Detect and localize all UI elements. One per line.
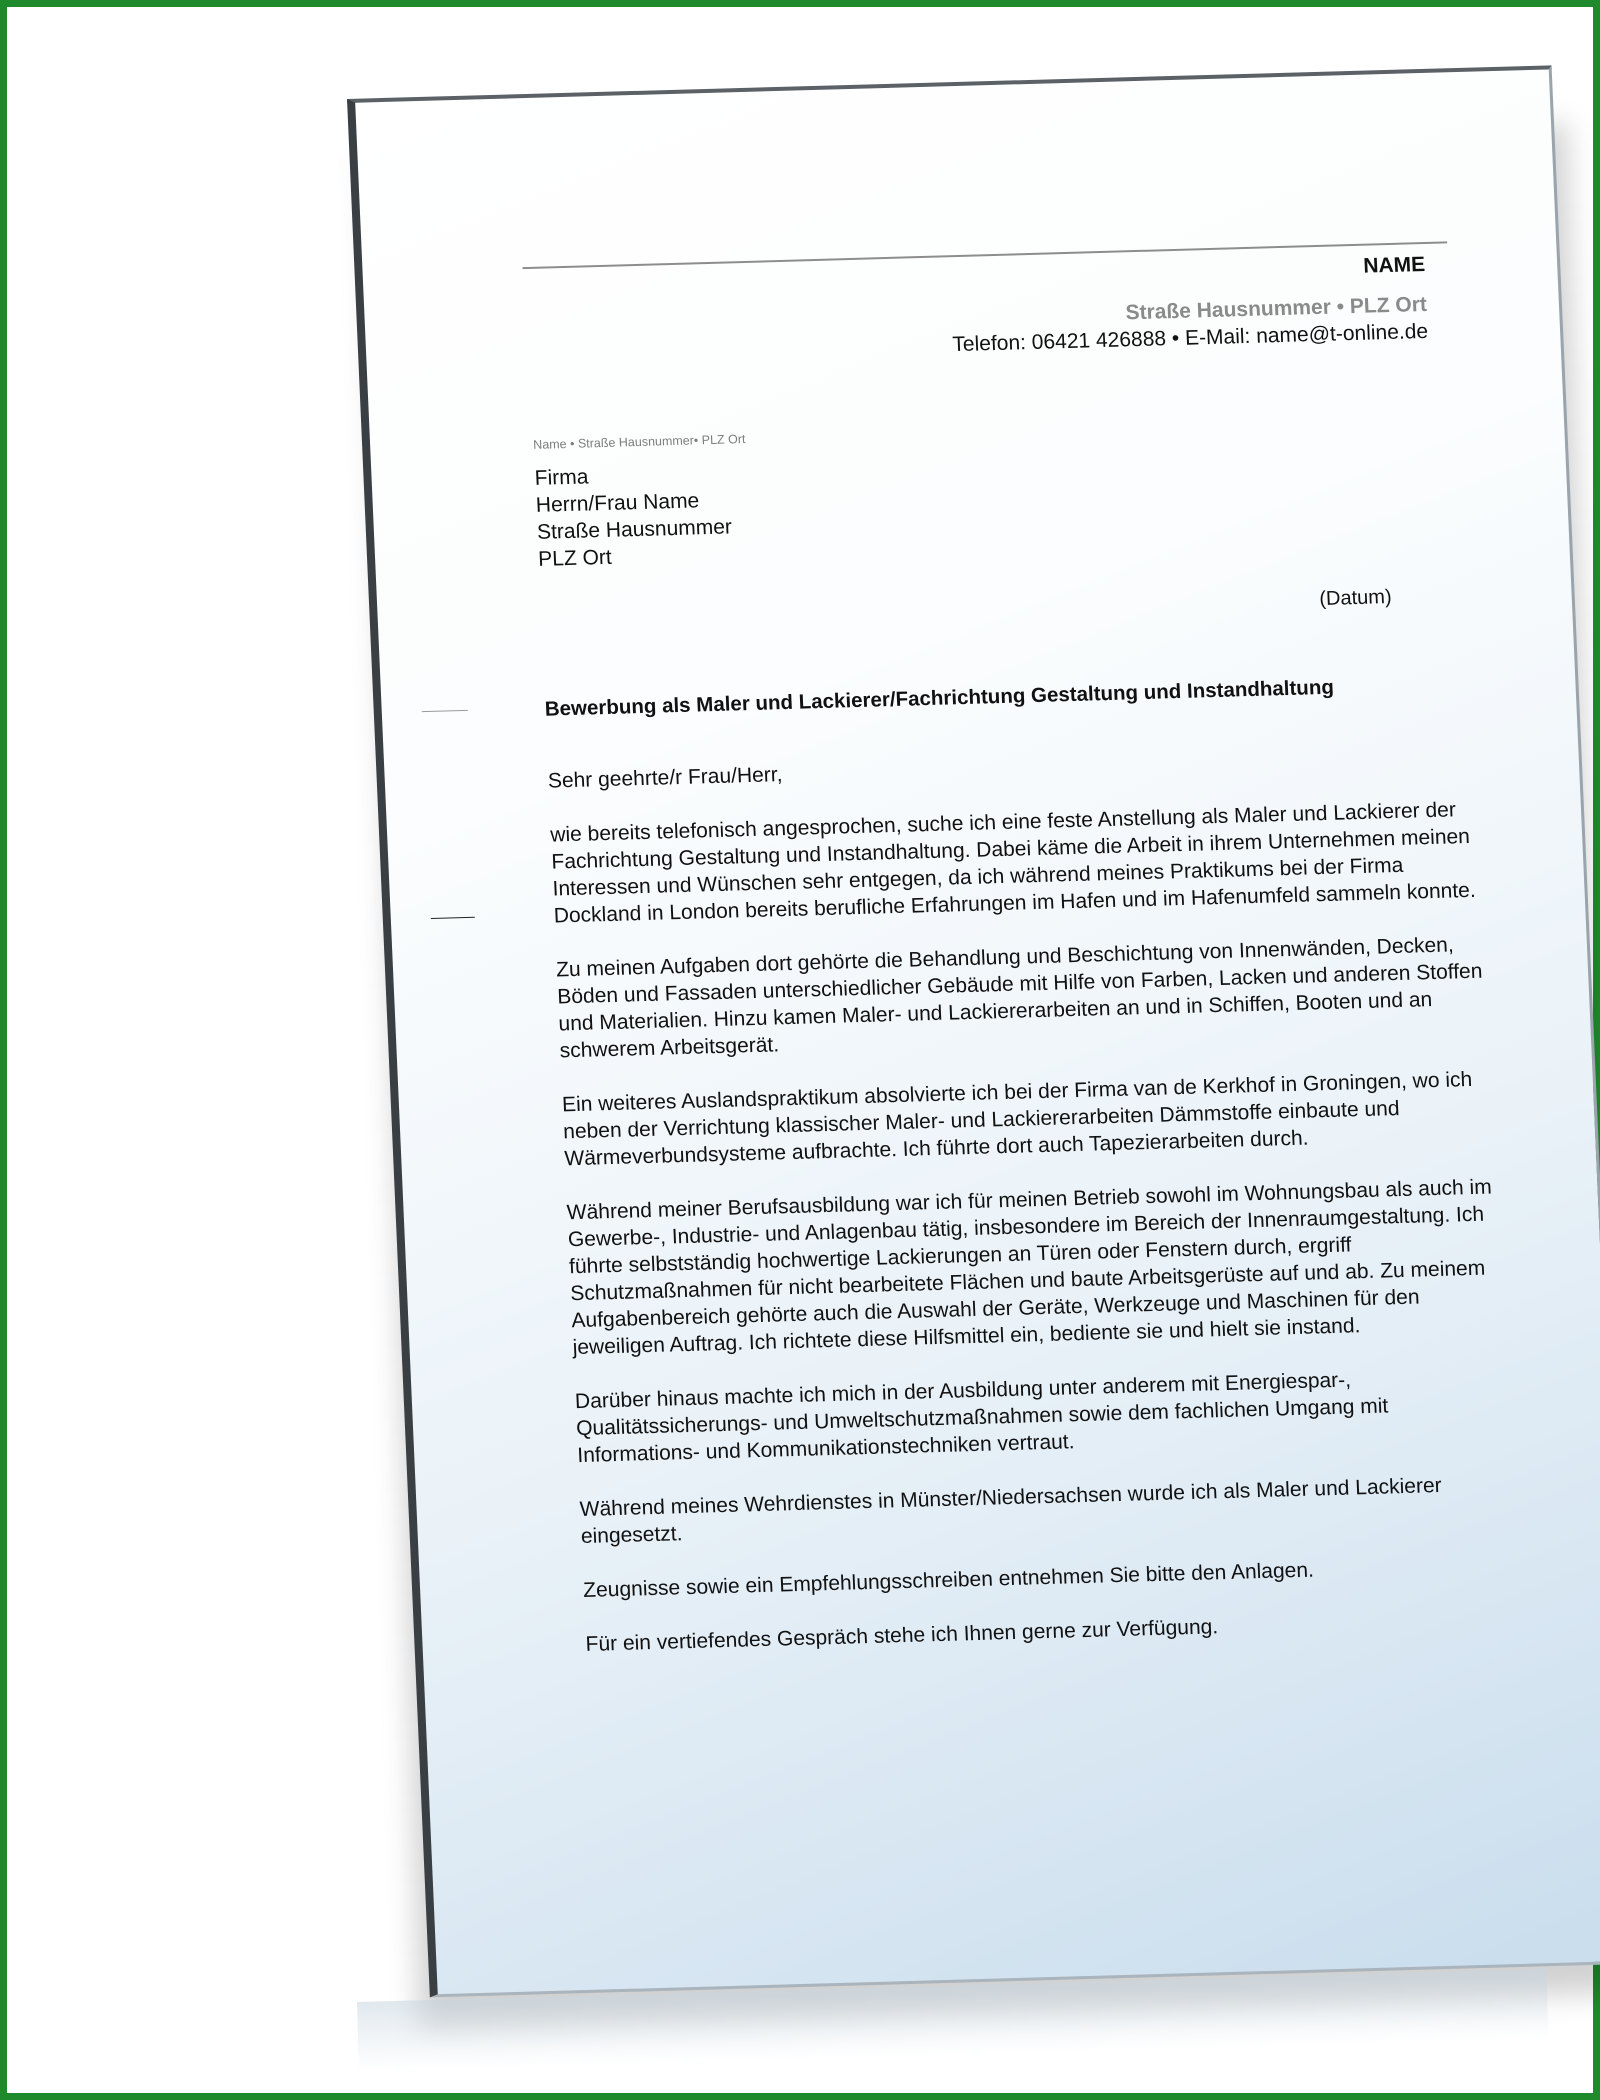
body-paragraph: Während meines Wehrdienstes in Münster/Niedersachsen wurde ich als Maler und Lackierer eingesetzt.: [579, 1473, 1443, 1549]
body-paragraph: Während meiner Berufsausbildung war ich für meinen Betrieb sowohl im Wohnungsbau als auch im Gewerbe-, Industrie- und Anlagenbau tätig, insbesondere im Bereich der Innenraumgestaltung. Ich führte selbstständig hochwertige Lackierungen an Türen oder Fenstern durch, ergriff Schutzmaßnahmen für nicht bearbeitete Flächen und baute Arbeitsgerüste auf und ab. Zu meinem Aufgabenbereich gehörte auch die Auswahl der Geräte, Werkzeuge und Maschinen für den jeweiligen Auftrag. Ich richtete diese Hilfsmittel ein, bediente sie und hielt sie instand.: [566, 1175, 1493, 1360]
recipient-company: Firma: [534, 465, 589, 490]
body-paragraph: wie bereits telefonisch angesprochen, suche ich eine feste Anstellung als Maler und Lackierer der Fachrichtung Gestaltung und Instandhaltung. Dabei käme die Arbeit in ihrem Unternehmen meinen Interessen und Wünschen sehr entgegen, da ich während meines Praktikums bei der Firma Dockland in London bereits berufliche Erfahrungen im Hafen und im Hafenumfeld sammeln konnte.: [549, 798, 1477, 928]
punch-mark: [431, 917, 475, 919]
letter-page: [347, 65, 1600, 1997]
letter-body: [547, 742, 1517, 1685]
letter-date: (Datum): [1318, 586, 1393, 611]
body-paragraph: Für ein vertiefendes Gespräch stehe ich Ihnen gerne zur Verfügung.: [585, 1615, 1219, 1656]
sender-street: Straße Hausnummer • PLZ Ort: [1125, 292, 1428, 325]
body-paragraph: Zeugnisse sowie ein Empfehlungsschreiben entnehmen Sie bitte den Anlagen.: [582, 1558, 1315, 1602]
body-paragraph: Ein weiteres Auslandspraktikum absolvierte ich bei der Firma van de Kerkhof in Groningen, wo ich neben der Verrichtung klassischer Maler- und Lackiererarbeiten Dämmstoffe einbaute und Wärmeverbundsysteme aufbrachte. Ich führte dort auch Tapezierarbeiten durch.: [561, 1067, 1473, 1171]
fold-mark: [422, 710, 468, 712]
recipient-person: Herrn/Frau Name: [535, 489, 700, 517]
body-paragraph: Zu meinen Aufgaben dort gehörte die Behandlung und Beschichtung von Innenwänden, Decken, Böden und Fassaden unterschiedlicher Gebäude mit Hilfe von Farben, Lacken und anderen Stoffen und Materialien. Hinzu kamen Maler- und Lackiererarbeiten an und in Schiffen, Booten und an schwerem Arbeitsgerät.: [555, 933, 1483, 1063]
salutation: Sehr geehrte/r Frau/Herr,: [547, 763, 783, 793]
sender-name: NAME: [1362, 252, 1426, 278]
recipient-city: PLZ Ort: [537, 545, 613, 571]
letter-subject: Bewerbung als Maler und Lackierer/Fachrichtung Gestaltung und Instandhaltung: [544, 675, 1335, 721]
body-paragraph: Darüber hinaus machte ich mich in der Ausbildung unter anderem mit Energiespar-, Qualitätssicherungs- und Umweltschutzmaßnahmen sowie dem fachlichen Umgang mit Informations- und Kommunikationstechniken vertraut.: [574, 1368, 1389, 1468]
header-divider: [522, 241, 1447, 269]
recipient-street: Straße Hausnummer: [536, 515, 733, 544]
return-address-line: Name • Straße Hausnummer• PLZ Ort: [532, 432, 746, 452]
recipient-address: [534, 459, 734, 572]
sender-contact: Telefon: 06421 426888 • E-Mail: name@t-online.de: [951, 319, 1429, 357]
